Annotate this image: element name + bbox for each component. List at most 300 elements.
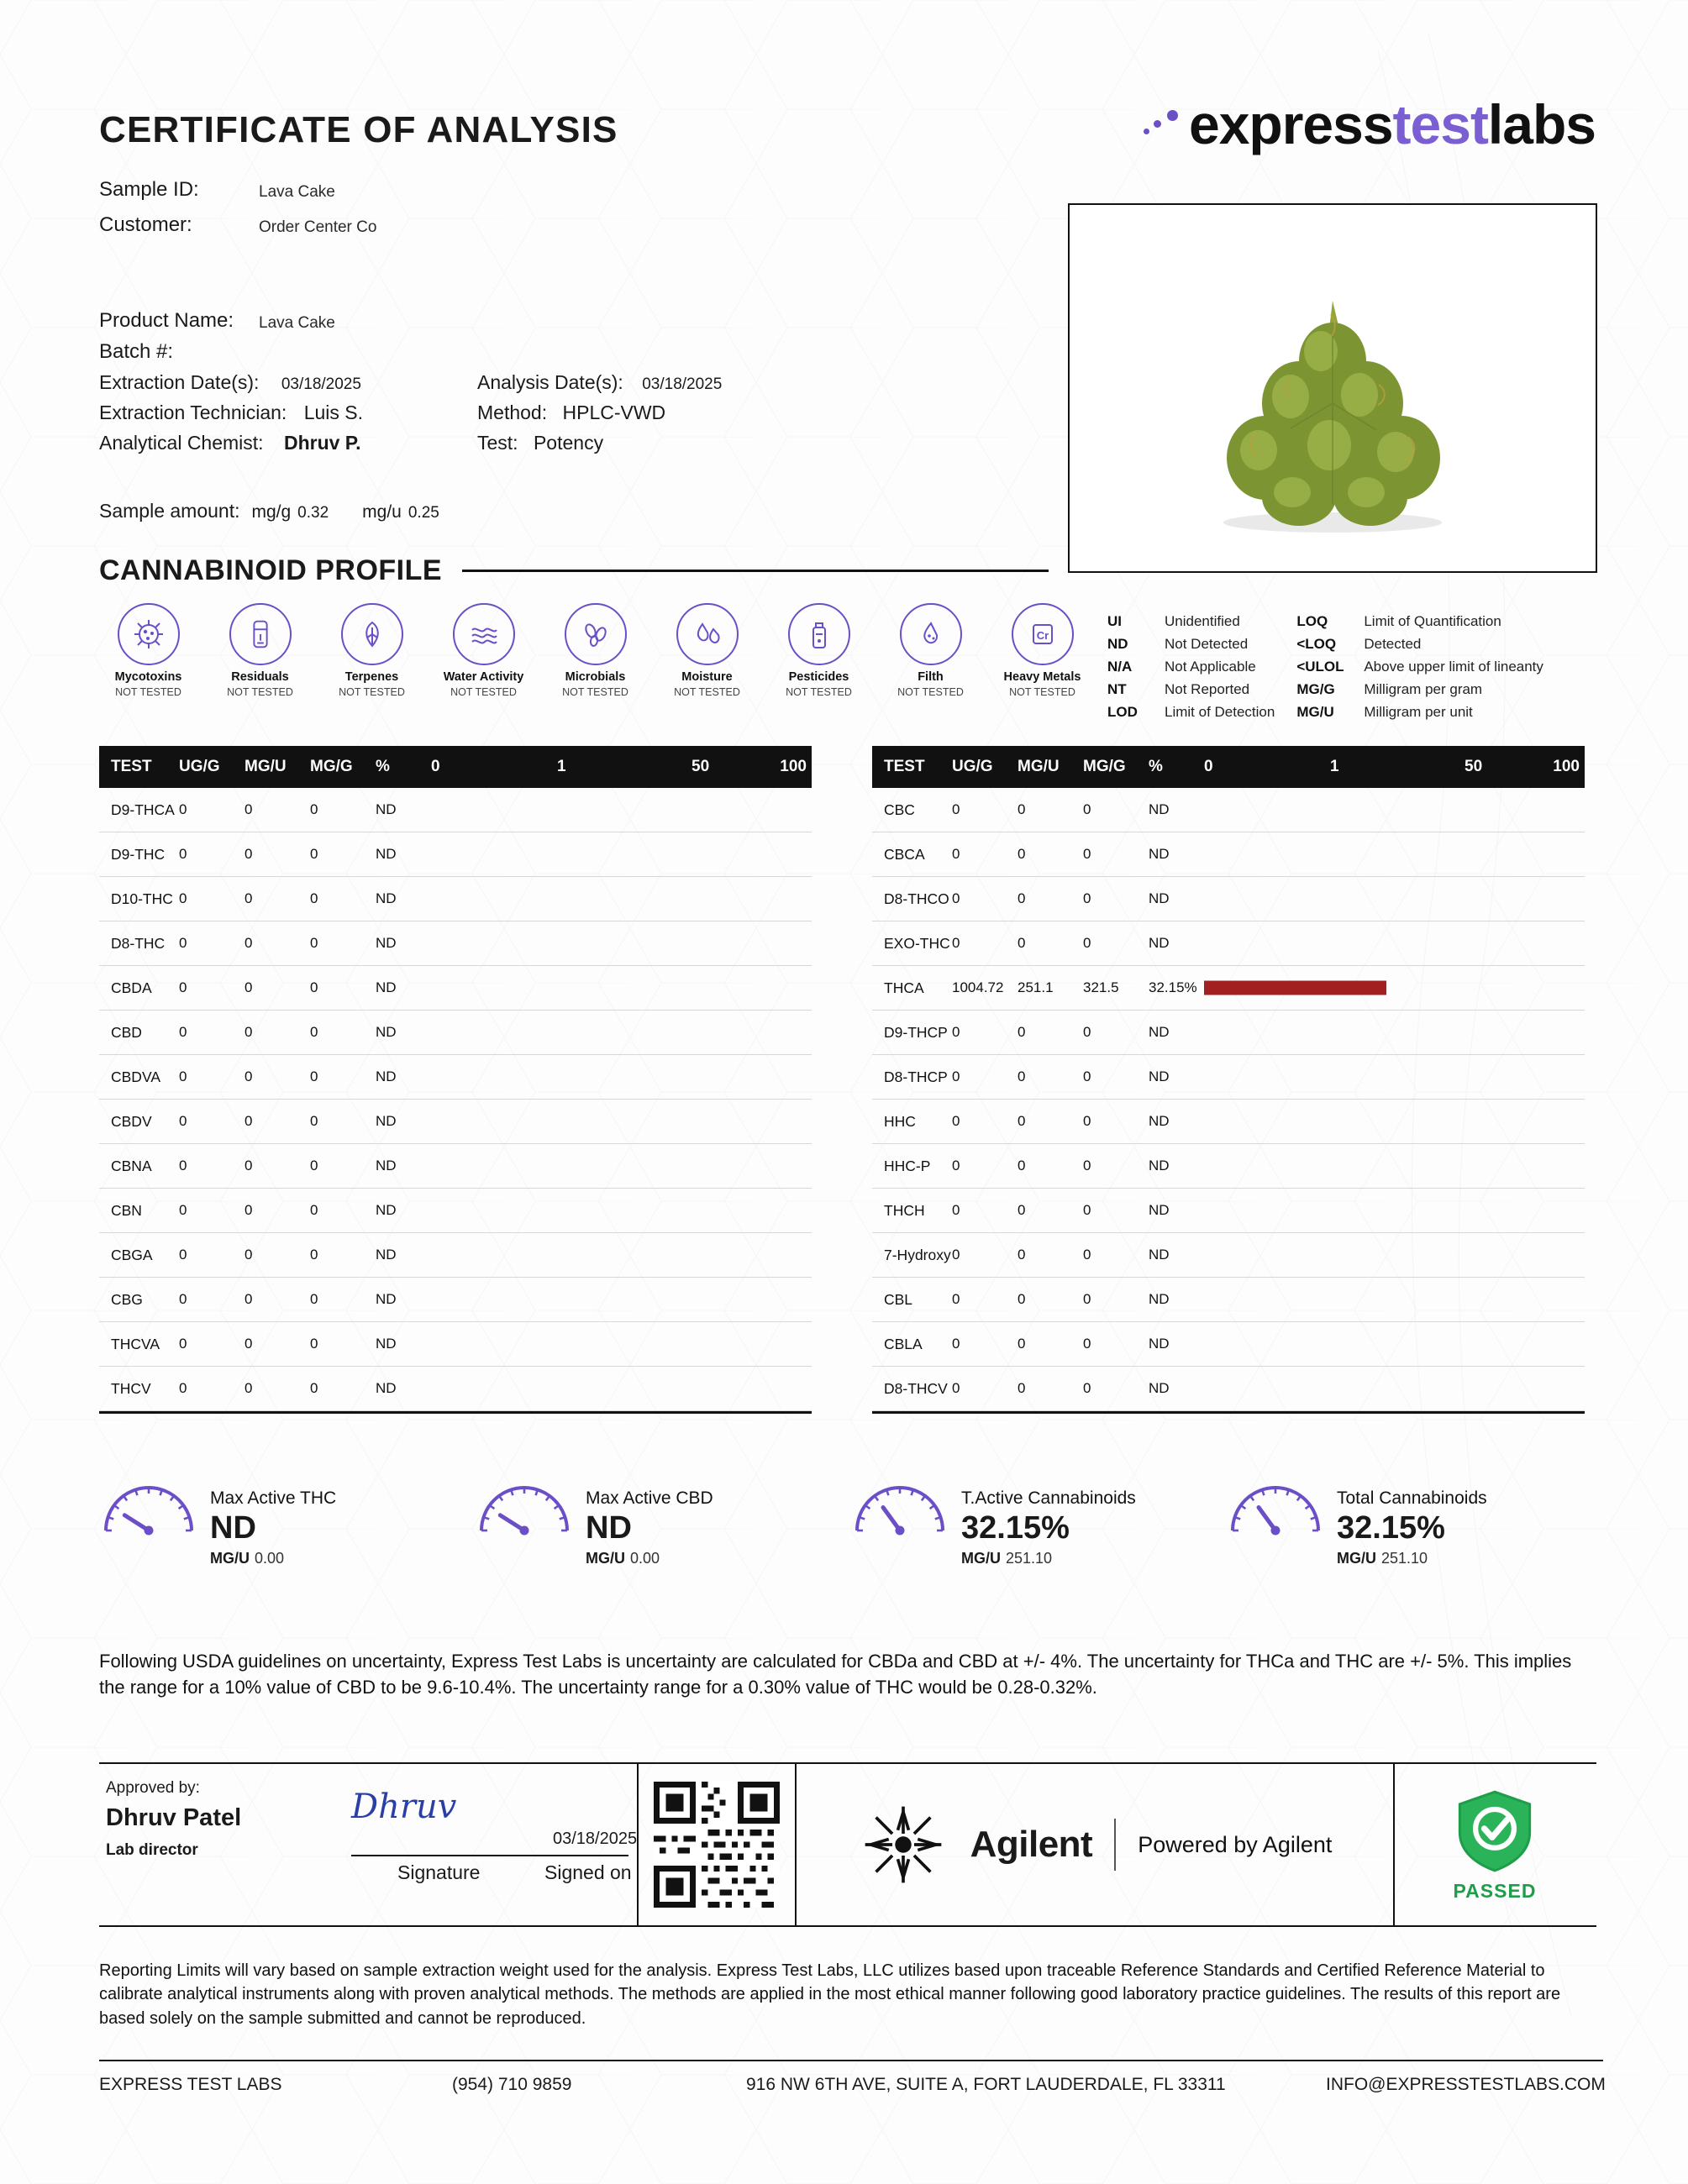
cell-test: HHC (884, 1112, 916, 1130)
customer-row (99, 213, 1023, 237)
product-name-value: Lava Cake (259, 314, 335, 332)
gauge-unit-label: MG/U (1337, 1550, 1376, 1567)
cell-bar (1204, 832, 1585, 876)
table-row (99, 1189, 812, 1233)
legend-value: Detected (1364, 636, 1422, 652)
axis-tick-50: 50 (692, 758, 710, 775)
table-row (872, 877, 1585, 921)
gauge-unit-row (210, 1550, 336, 1567)
cell-percent: ND (1149, 1247, 1170, 1263)
cell-mgg: 0 (310, 1247, 318, 1263)
panel-water-activity (428, 603, 539, 698)
panel-status: NOT TESTED (1009, 686, 1075, 698)
product-name-row (99, 309, 855, 333)
legend-value: Limit of Detection (1165, 704, 1275, 720)
column-header-ugg: UG/G (179, 758, 220, 775)
cell-mgg: 0 (1083, 1380, 1091, 1396)
cell-ugg: 0 (952, 1380, 960, 1396)
panel-status: NOT TESTED (450, 686, 517, 698)
table-row (872, 1100, 1585, 1144)
column-header-percent: % (1149, 758, 1163, 775)
cell-bar (1204, 1011, 1585, 1054)
panel-status: NOT TESTED (339, 686, 405, 698)
panel-status: NOT TESTED (786, 686, 852, 698)
axis-tick-50: 50 (1465, 758, 1483, 775)
batch-label: Batch #: (99, 340, 174, 363)
water-activity-icon (453, 603, 515, 665)
cell-mgu: 0 (245, 890, 253, 906)
cell-bar (431, 788, 812, 832)
cell-bar (431, 877, 812, 921)
cell-percent: ND (1149, 935, 1170, 951)
panel-name: Terpenes (344, 670, 399, 684)
cell-ugg: 1004.72 (952, 979, 1004, 995)
footer-email: INFO@EXPRESSTESTLABS.COM (1326, 2075, 1606, 2094)
analysis-date-value: 03/18/2025 (642, 375, 723, 393)
cell-bar (431, 1233, 812, 1277)
cell-mgu: 0 (1018, 1068, 1026, 1084)
approval-section (99, 1764, 637, 1925)
cell-bar (1204, 1144, 1585, 1188)
cannabis-bud-image (1165, 286, 1501, 538)
table-row (99, 1011, 812, 1055)
legend-value: Not Applicable (1165, 659, 1256, 675)
cell-ugg: 0 (179, 979, 187, 995)
value-bar (1204, 981, 1386, 995)
table-bottom-rule (99, 1411, 812, 1414)
cell-ugg: 0 (179, 801, 187, 817)
agilent-powered-by: Powered by Agilent (1138, 1831, 1333, 1857)
legend-value: Milligram per gram (1364, 681, 1483, 697)
cell-mgu: 0 (245, 1202, 253, 1218)
table-row (872, 1189, 1585, 1233)
agilent-wordmark: Agilent (970, 1824, 1093, 1865)
panel-status: NOT TESTED (115, 686, 181, 698)
table-row (872, 1144, 1585, 1189)
dates-row (99, 371, 855, 394)
gauge-value: 32.15% (961, 1510, 1070, 1546)
table-row (872, 832, 1585, 877)
table-row (99, 921, 812, 966)
column-header-mgg: MG/G (310, 758, 353, 775)
cell-test: CBG (111, 1290, 143, 1308)
cell-mgu: 0 (1018, 846, 1026, 862)
signature-line (351, 1855, 628, 1856)
cell-test: CBD (111, 1023, 142, 1041)
sample-amount-row (99, 500, 473, 522)
table-row (872, 1367, 1585, 1411)
cell-mgu: 0 (1018, 1291, 1026, 1307)
cannabinoid-profile-title: CANNABINOID PROFILE (99, 554, 443, 586)
cell-ugg: 0 (179, 1336, 187, 1352)
agilent-section (797, 1764, 1393, 1925)
summary-gauge (850, 1478, 1226, 1578)
table-row (99, 877, 812, 921)
cell-mgg: 0 (1083, 935, 1091, 951)
cell-bar (431, 1144, 812, 1188)
gauge-unit-value: 0.00 (255, 1550, 285, 1567)
axis-tick-0: 0 (431, 758, 440, 775)
legend-item (1107, 659, 1275, 675)
gauge-text (586, 1488, 713, 1567)
cell-mgg: 0 (310, 1380, 318, 1396)
cell-bar (431, 1055, 812, 1099)
passed-section (1393, 1764, 1595, 1925)
cell-test: CBL (884, 1290, 913, 1308)
cell-ugg: 0 (179, 935, 187, 951)
cell-mgg: 0 (1083, 1158, 1091, 1173)
legend-key: MG/G (1296, 681, 1335, 697)
cell-mgg: 0 (310, 1336, 318, 1352)
table-row (872, 921, 1585, 966)
legend-key: N/A (1107, 659, 1133, 675)
cell-bar (1204, 1189, 1585, 1232)
cell-bar (1204, 877, 1585, 921)
analysis-date-label: Analysis Date(s): (477, 371, 623, 393)
legend-item (1107, 681, 1275, 698)
signature-caption: Signature (397, 1861, 481, 1883)
gauge-unit-value: 251.10 (1381, 1550, 1428, 1567)
cell-ugg: 0 (179, 1380, 187, 1396)
table-row (99, 966, 812, 1011)
chemist-row (99, 432, 855, 454)
cell-mgg: 0 (310, 1024, 318, 1040)
cell-ugg: 0 (952, 1024, 960, 1040)
signed-on-caption: Signed on (544, 1861, 632, 1883)
cell-mgg: 0 (1083, 1068, 1091, 1084)
cell-bar (431, 1322, 812, 1366)
cell-percent: ND (376, 1158, 397, 1173)
cell-bar (431, 966, 812, 1010)
cell-percent: 32.15% (1149, 979, 1197, 995)
cell-ugg: 0 (179, 1024, 187, 1040)
cell-test: 7-Hydroxy (884, 1246, 951, 1263)
heavy-metals-icon (1012, 603, 1074, 665)
panel-status: NOT TESTED (674, 686, 740, 698)
cell-mgg: 0 (1083, 846, 1091, 862)
cell-ugg: 0 (952, 1068, 960, 1084)
legend-value: Not Reported (1165, 681, 1250, 697)
cell-ugg: 0 (952, 1202, 960, 1218)
legend-key: MG/U (1296, 704, 1334, 720)
panel-status: NOT TESTED (227, 686, 293, 698)
cell-test: CBN (111, 1201, 142, 1219)
agilent-lockup (858, 1799, 1333, 1890)
cell-percent: ND (376, 1380, 397, 1396)
footer-company: EXPRESS TEST LABS (99, 2075, 282, 2094)
panel-name: Moisture (681, 670, 733, 684)
table-row (99, 1055, 812, 1100)
summary-gauge (1226, 1478, 1601, 1578)
test-value: Potency (533, 432, 604, 454)
panel-name: Heavy Metals (1003, 670, 1081, 684)
panel-name: Filth (918, 670, 944, 684)
sample-amount-label: Sample amount: (99, 500, 240, 522)
summary-gauge (99, 1478, 475, 1578)
cell-mgg: 0 (310, 1068, 318, 1084)
legend-item (1296, 613, 1543, 630)
sample-id-value: Lava Cake (259, 183, 335, 201)
cannabinoid-table-right (872, 746, 1585, 1414)
cell-mgu: 0 (245, 1024, 253, 1040)
gauge-unit-label: MG/U (210, 1550, 250, 1567)
brand-logo (1142, 92, 1596, 156)
cell-mgg: 0 (310, 1291, 318, 1307)
residuals-icon (229, 603, 292, 665)
chemist-group (99, 432, 477, 454)
cell-mgu: 0 (245, 1247, 253, 1263)
panel-terpenes (316, 603, 428, 698)
cell-bar (1204, 921, 1585, 965)
cell-percent: ND (376, 1024, 397, 1040)
cell-test: D9-THC (111, 845, 166, 863)
cell-mgu: 0 (245, 1113, 253, 1129)
cell-percent: ND (376, 1247, 397, 1263)
cell-mgu: 0 (1018, 1158, 1026, 1173)
qr-code-icon[interactable] (654, 1782, 780, 1908)
legend-key: <ULOL (1296, 659, 1344, 675)
panel-microbials (539, 603, 651, 698)
legend-item (1107, 704, 1275, 721)
cell-percent: ND (1149, 890, 1170, 906)
cell-bar (431, 921, 812, 965)
panel-heavy-metals (986, 603, 1098, 698)
gauge-unit-label: MG/U (961, 1550, 1001, 1567)
test-group (477, 432, 855, 454)
cell-test: CBDVA (111, 1068, 160, 1085)
cell-percent: ND (376, 979, 397, 995)
analysis-date-group (477, 371, 855, 394)
gauge-text (961, 1488, 1136, 1567)
axis-tick-1: 1 (1330, 758, 1339, 775)
gauge-dial-icon (99, 1478, 198, 1578)
axis-tick-1: 1 (557, 758, 566, 775)
cell-mgu: 0 (245, 1068, 253, 1084)
gauge-text (1337, 1488, 1487, 1567)
cannabinoid-table-left (99, 746, 812, 1414)
cell-mgu: 0 (1018, 1113, 1026, 1129)
cell-test: D8-THCV (884, 1379, 948, 1397)
logo-word-labs: labs (1487, 93, 1596, 155)
panel-name: Pesticides (788, 670, 849, 684)
column-header-ugg: UG/G (952, 758, 993, 775)
cell-mgg: 0 (1083, 890, 1091, 906)
panel-status: NOT TESTED (562, 686, 628, 698)
qr-code-section[interactable] (637, 1764, 797, 1925)
panel-icon-row (92, 603, 1098, 698)
sample-id-row (99, 178, 1023, 202)
mycotoxins-icon (118, 603, 180, 665)
cell-mgg: 0 (310, 1113, 318, 1129)
legend-item (1296, 681, 1543, 698)
cell-mgg: 0 (1083, 1336, 1091, 1352)
cell-percent: ND (376, 890, 397, 906)
legend-value: Above upper limit of lineanty (1364, 659, 1543, 675)
cell-test: CBDA (111, 979, 152, 996)
legend-value: Limit of Quantification (1364, 613, 1501, 629)
column-header-mgg: MG/G (1083, 758, 1126, 775)
table-row (99, 1367, 812, 1411)
table-row (99, 1144, 812, 1189)
cell-mgu: 0 (1018, 935, 1026, 951)
customer-label: Customer: (99, 213, 192, 236)
legend-item (1296, 636, 1543, 653)
signature-image: Dhruv (351, 1788, 457, 1826)
gauge-value: ND (210, 1510, 256, 1546)
product-name-label: Product Name: (99, 309, 234, 332)
pass-badge (1419, 1787, 1570, 1903)
cell-bar (1204, 1233, 1585, 1277)
cell-mgg: 0 (1083, 1291, 1091, 1307)
footer-phone: (954) 710 9859 (452, 2075, 572, 2094)
cell-ugg: 0 (179, 1291, 187, 1307)
panel-name: Residuals (231, 670, 289, 684)
page-title: CERTIFICATE OF ANALYSIS (99, 109, 618, 150)
cell-test: D8-THCP (884, 1068, 948, 1085)
cell-bar (1204, 1100, 1585, 1143)
cell-ugg: 0 (179, 1202, 187, 1218)
gauge-unit-row (1337, 1550, 1487, 1567)
technician-row (99, 402, 855, 424)
table-header-row (99, 746, 812, 788)
cell-percent: ND (1149, 846, 1170, 862)
legend-item (1107, 636, 1275, 653)
cell-mgu: 0 (1018, 1247, 1026, 1263)
cell-mgu: 0 (245, 935, 253, 951)
cell-test: CBDV (111, 1112, 152, 1130)
logo-dots-icon (1142, 110, 1189, 144)
cell-bar (1204, 788, 1585, 832)
cell-mgg: 0 (310, 801, 318, 817)
cell-mgu: 0 (1018, 890, 1026, 906)
footer-address: 916 NW 6TH AVE, SUITE A, FORT LAUDERDALE, FL 33311 (746, 2075, 1226, 2094)
footer (99, 2075, 1606, 2095)
cell-mgg: 0 (1083, 801, 1091, 817)
uncertainty-statement: Following USDA guidelines on uncertainty, Express Test Labs is uncertainty are calculated for CBDa and CBD at +/- 4%. The uncertainty for THCa and THC are +/- 5%. This implies the range for a 10% value of CBD to be 9.6-10.4%. The uncertainty range for a 0.30% value of THC would be 0.28-0.32%. (99, 1651, 1572, 1698)
cell-mgg: 0 (1083, 1247, 1091, 1263)
logo-word-express: express (1189, 93, 1393, 155)
column-header-mgu: MG/U (1018, 758, 1060, 775)
cell-test: D8-THCO (884, 890, 949, 907)
legend-key: NT (1107, 681, 1127, 697)
cell-mgu: 0 (245, 1291, 253, 1307)
approver-role: Lab director (106, 1841, 198, 1859)
gauge-name: Total Cannabinoids (1337, 1488, 1487, 1508)
cell-ugg: 0 (952, 1158, 960, 1173)
table-row (99, 1100, 812, 1144)
cell-mgg: 321.5 (1083, 979, 1119, 995)
chemist-label: Analytical Chemist: (99, 432, 264, 454)
cell-mgg: 0 (310, 979, 318, 995)
table-row (872, 1322, 1585, 1367)
extraction-date-value: 03/18/2025 (281, 375, 361, 393)
cell-mgg: 0 (310, 1202, 318, 1218)
gauge-name: T.Active Cannabinoids (961, 1488, 1136, 1508)
table-row (872, 966, 1585, 1011)
cell-mgu: 0 (1018, 1336, 1026, 1352)
legend-key: UI (1107, 613, 1122, 629)
cell-mgu: 251.1 (1018, 979, 1054, 995)
agilent-divider (1114, 1819, 1116, 1871)
chemist-value: Dhruv P. (283, 432, 361, 454)
sample-id-label: Sample ID: (99, 178, 199, 201)
extraction-tech-group (99, 402, 477, 424)
cell-ugg: 0 (179, 1068, 187, 1084)
cannabinoid-profile-heading (99, 554, 1049, 587)
legend-value: Milligram per unit (1364, 704, 1473, 720)
pass-label: PASSED (1453, 1880, 1537, 1902)
table-row (872, 1055, 1585, 1100)
cell-test: D9-THCA (111, 801, 175, 818)
cell-test: THCVA (111, 1335, 160, 1352)
cell-percent: ND (1149, 1336, 1170, 1352)
column-header-mgu: MG/U (245, 758, 287, 775)
gauge-dial-icon (475, 1478, 574, 1578)
panel-filth (875, 603, 986, 698)
cell-mgg: 0 (1083, 1202, 1091, 1218)
cell-bar (1204, 1278, 1585, 1321)
fine-print: Reporting Limits will vary based on sample extraction weight used for the analysis. Express Test Labs, LLC utilizes based upon traceable Reference Standards and Certified Reference Material to calibrate analytical instruments along with proven analytical methods. The methods are applied in the most ethical manner following good laboratory practice guidelines. The results of this report are based solely on the sample submitted and cannot be reproduced. (99, 1961, 1561, 2028)
customer-value: Order Center Co (259, 218, 377, 236)
panel-moisture (651, 603, 763, 698)
signed-date: 03/18/2025 (553, 1830, 638, 1848)
legend-column-2 (1296, 613, 1543, 721)
cell-test: CBGA (111, 1246, 153, 1263)
cell-ugg: 0 (952, 1291, 960, 1307)
sample-amount-mgu-label: mg/u (362, 502, 402, 522)
panel-name: Microbials (565, 670, 626, 684)
cell-bar (431, 1100, 812, 1143)
cell-percent: ND (376, 1113, 397, 1129)
legend-item (1107, 613, 1275, 630)
cell-test: THCV (111, 1379, 151, 1397)
legend-column-1 (1107, 613, 1275, 721)
table-row (99, 832, 812, 877)
table-row (99, 1278, 812, 1322)
terpenes-icon (341, 603, 403, 665)
cell-bar (1204, 1367, 1585, 1410)
svg-text:Cr: Cr (1036, 629, 1049, 642)
table-row (872, 788, 1585, 832)
cell-percent: ND (1149, 1380, 1170, 1396)
cell-test: CBC (884, 801, 915, 818)
cell-mgu: 0 (1018, 1380, 1026, 1396)
cell-mgg: 0 (310, 846, 318, 862)
cell-bar (1204, 966, 1585, 1010)
column-header-percent: % (376, 758, 390, 775)
cell-test: CBCA (884, 845, 925, 863)
summary-gauge (475, 1478, 850, 1578)
panel-name: Water Activity (443, 670, 524, 684)
cell-bar (1204, 1055, 1585, 1099)
cell-ugg: 0 (179, 1113, 187, 1129)
cell-percent: ND (376, 1336, 397, 1352)
cell-percent: ND (376, 935, 397, 951)
gauge-unit-value: 0.00 (630, 1550, 660, 1567)
extraction-tech-label: Extraction Technician: (99, 402, 287, 423)
approved-by-label: Approved by: (106, 1779, 200, 1797)
cell-mgu: 0 (245, 1336, 253, 1352)
table-row (99, 1322, 812, 1367)
legend (1107, 613, 1543, 721)
cell-percent: ND (1149, 1291, 1170, 1307)
table-bottom-rule (872, 1411, 1585, 1414)
gauge-dial-icon (850, 1478, 949, 1578)
sample-amount-mgg-value: 0.32 (297, 504, 329, 522)
cell-test: HHC-P (884, 1157, 931, 1174)
sample-details (99, 309, 855, 462)
table-row (99, 1233, 812, 1278)
